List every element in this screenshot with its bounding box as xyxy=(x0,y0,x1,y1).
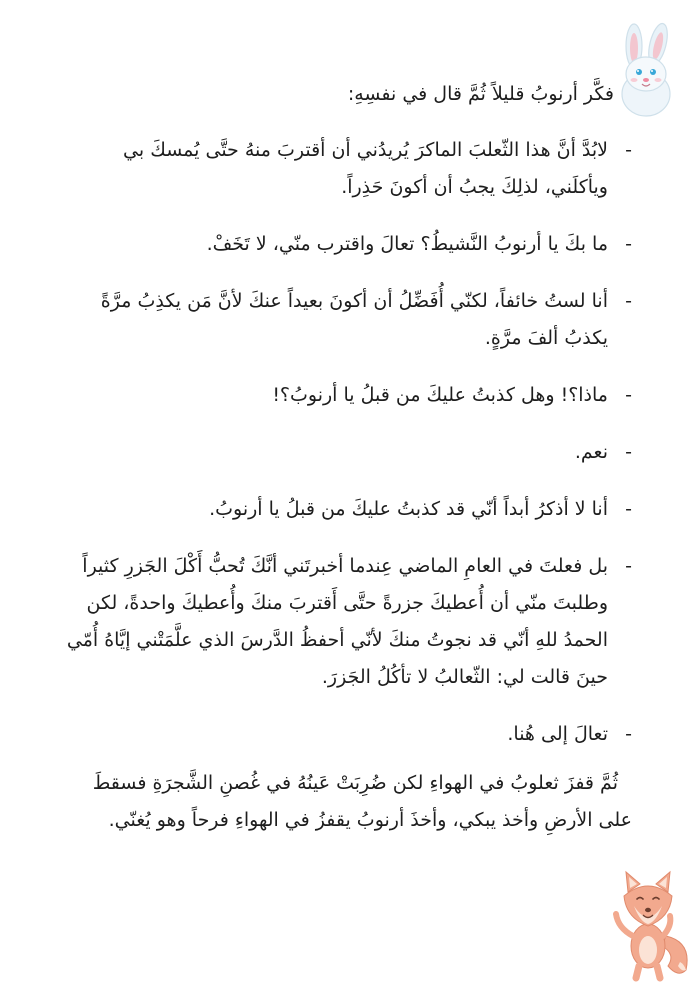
dialogue-dash: - xyxy=(625,290,632,312)
dialogue-dash: - xyxy=(625,384,632,406)
dialogue-line xyxy=(60,226,632,263)
dialogue-line xyxy=(60,491,632,528)
dialogue-line xyxy=(60,716,632,753)
dialogue-line xyxy=(60,132,632,206)
dialogue-text: أنا لا أذكرُ أبداً أنّي قد كذبتُ عليكَ من قبلُ يا أرنوبُ. xyxy=(209,498,608,520)
dialogue-text: ماذا؟! وهل كذبتُ عليكَ من قبلُ يا أرنوبُ؟! xyxy=(272,384,608,406)
story-narration: ثُمَّ قفزَ ثعلوبُ في الهواءِ لكن ضُرِبَتْ عَينُهُ في غُصنِ الشَّجرَةِ فسقطَ على الأرضِ وأخذ يبكي، وأخذَ أرنوبُ يقفزُ في الهواءِ فرحاً وهو يُغنّي. xyxy=(92,772,632,831)
dialogue-list xyxy=(60,132,632,753)
dialogue-text: أنا لستُ خائفاً، لكنّي أُفَضِّلُ أن أكونَ بعيداً عنكَ لأنَّ مَن يكذِبُ مرَّةً يكذبُ ألفَ مرَّةٍ. xyxy=(100,290,608,349)
dialogue-dash: - xyxy=(625,723,632,745)
dialogue-text: بل فعلتَ في العامِ الماضي عِندما أخبرتَني أنَّكَ تُحبُّ أَكْلَ الجَزرِ كثيراً وطلبتَ منّي أن أُعطيكَ جزرةً حتَّى أَقتربَ منكَ وأُعطيكَ واحدةً، لكن الحمدُ للهِ أنّي قد نجوتُ منكَ لأنّي أحفظُ الدَّرسَ الذي علَّمَتْني إيَّاهُ أُمّي حينَ قالت لي: الثّعالبُ لا تأكُلُ الجَزرَ. xyxy=(66,555,608,688)
dialogue-dash: - xyxy=(625,498,632,520)
dialogue-dash: - xyxy=(625,233,632,255)
dialogue-text: تعالَ إلى هُنا. xyxy=(507,723,608,745)
story-intro: فكَّر أرنوبُ قليلاً ثُمَّ قال في نفسِهِ: xyxy=(347,83,614,105)
story-text xyxy=(60,76,632,839)
dialogue-text: لابُدَّ أنَّ هذا الثّعلبَ الماكرَ يُريدُني أن أقتربَ منهُ حتَّى يُمسكَ بي ويأكلَني، لذلِكَ يجبُ أن أكونَ حَذِراً. xyxy=(123,139,608,198)
dialogue-dash: - xyxy=(625,139,632,161)
fox-icon xyxy=(606,866,692,982)
dialogue-dash: - xyxy=(625,441,632,463)
dialogue-dash: - xyxy=(625,555,632,577)
dialogue-text: ما بكَ يا أرنوبُ النَّشيطُ؟ تعالَ واقترب منّي، لا تَخَفْ. xyxy=(206,233,608,255)
dialogue-line xyxy=(60,283,632,357)
dialogue-line xyxy=(60,548,632,696)
dialogue-line xyxy=(60,377,632,414)
dialogue-text: نعم. xyxy=(574,441,608,463)
dialogue-line xyxy=(60,434,632,471)
